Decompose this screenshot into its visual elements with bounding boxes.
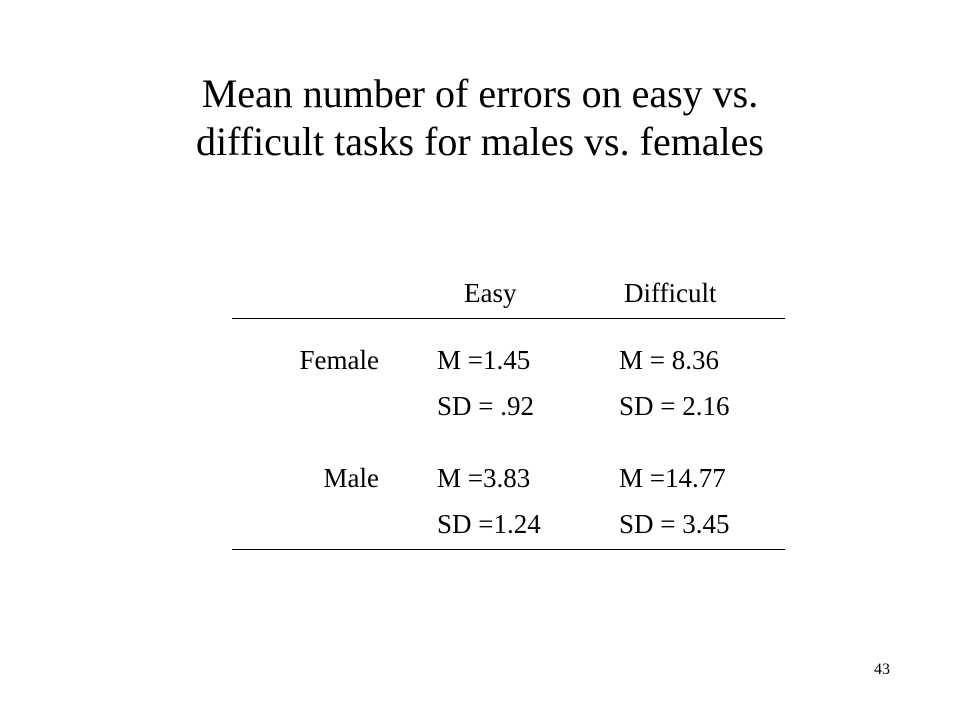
row-label-female: Female (299, 345, 379, 375)
results-table (232, 270, 785, 550)
table-header-row (232, 270, 785, 318)
table-bottom-rule (232, 549, 785, 550)
table-row-male-mean (232, 455, 785, 501)
table-row-female-mean (232, 337, 785, 383)
page-number: 43 (874, 661, 890, 678)
male-easy-sd: SD =1.24 (437, 509, 541, 539)
male-easy-mean: M =3.83 (437, 463, 531, 493)
male-difficult-sd: SD = 3.45 (619, 509, 730, 539)
row-label-male: Male (323, 463, 379, 493)
male-difficult-mean: M =14.77 (619, 463, 726, 493)
column-header-easy: Easy (464, 278, 517, 308)
table-row-female-sd (232, 383, 785, 429)
table-row-male-sd (232, 501, 785, 547)
slide-title (0, 70, 960, 166)
slide-title-line-2: difficult tasks for males vs. females (195, 119, 764, 164)
female-easy-sd: SD = .92 (437, 391, 534, 421)
slide-title-line-1: Mean number of errors on easy vs. (201, 71, 759, 116)
female-easy-mean: M =1.45 (437, 345, 531, 375)
female-difficult-sd: SD = 2.16 (619, 391, 730, 421)
female-difficult-mean: M = 8.36 (619, 345, 719, 375)
column-header-difficult: Difficult (624, 278, 717, 308)
